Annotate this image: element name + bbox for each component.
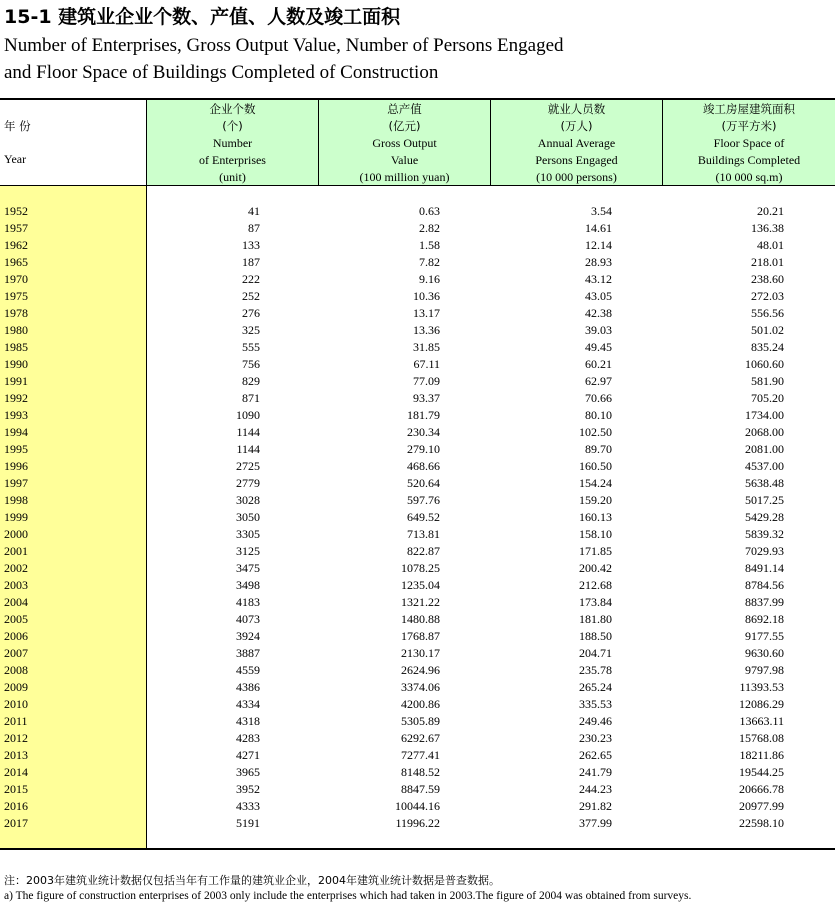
cell-floor-space: 501.02 <box>751 323 784 337</box>
cell-enterprises: 4334 <box>236 697 260 711</box>
cell-output: 468.66 <box>407 459 440 473</box>
cell-floor-space: 5017.25 <box>745 493 784 507</box>
table-row <box>0 543 835 560</box>
cell-enterprises: 4333 <box>236 799 260 813</box>
cell-output: 93.37 <box>413 391 440 405</box>
cell-floor-space: 5638.48 <box>745 476 784 490</box>
cell-persons: 200.42 <box>579 561 612 575</box>
table-row <box>0 577 835 594</box>
cell-persons: 12.14 <box>585 238 612 252</box>
cell-year: 2010 <box>4 697 28 711</box>
cell-persons: 43.05 <box>585 289 612 303</box>
table-row <box>0 679 835 696</box>
cell-floor-space: 705.20 <box>751 391 784 405</box>
cell-persons: 160.13 <box>579 510 612 524</box>
table-row <box>0 237 835 254</box>
cell-floor-space: 9630.60 <box>745 646 784 660</box>
cell-enterprises: 1090 <box>236 408 260 422</box>
cell-output: 7.82 <box>419 255 440 269</box>
cell-enterprises: 252 <box>242 289 260 303</box>
cell-floor-space: 12086.29 <box>739 697 784 711</box>
cell-output: 10.36 <box>413 289 440 303</box>
cell-year: 1996 <box>4 459 28 473</box>
table-row <box>0 696 835 713</box>
header-persons-en2: Persons Engaged <box>535 153 618 167</box>
table-row <box>0 356 835 373</box>
cell-floor-space: 20666.78 <box>739 782 784 796</box>
table-row <box>0 288 835 305</box>
cell-year: 1995 <box>4 442 28 456</box>
cell-floor-space: 8491.14 <box>745 561 784 575</box>
cell-persons: 14.61 <box>585 221 612 235</box>
cell-persons: 249.46 <box>579 714 612 728</box>
cell-floor-space: 7029.93 <box>745 544 784 558</box>
cell-persons: 62.97 <box>585 374 612 388</box>
cell-floor-space: 8692.18 <box>745 612 784 626</box>
cell-year: 1993 <box>4 408 28 422</box>
cell-year: 1975 <box>4 289 28 303</box>
cell-enterprises: 3965 <box>236 765 260 779</box>
cell-output: 31.85 <box>413 340 440 354</box>
cell-persons: 158.10 <box>579 527 612 541</box>
cell-floor-space: 20.21 <box>757 204 784 218</box>
cell-floor-space: 1734.00 <box>745 408 784 422</box>
header-output-en2: Value <box>390 153 419 167</box>
table-row <box>0 373 835 390</box>
table-row <box>0 781 835 798</box>
cell-persons: 235.78 <box>579 663 612 677</box>
header-enterprises-unit-en: (unit) <box>219 170 246 184</box>
cell-floor-space: 835.24 <box>751 340 784 354</box>
cell-output: 649.52 <box>407 510 440 524</box>
table-row <box>0 713 835 730</box>
cell-floor-space: 19544.25 <box>739 765 784 779</box>
table-row <box>0 662 835 679</box>
header-floor-unit-cn: (万平方米) <box>721 119 777 133</box>
header-persons-unit-en: (10 000 persons) <box>536 170 617 184</box>
cell-floor-space: 8837.99 <box>745 595 784 609</box>
header-output-cn: 总产值 <box>387 102 422 116</box>
cell-persons: 265.24 <box>579 680 612 694</box>
cell-enterprises: 41 <box>248 204 260 218</box>
cell-enterprises: 4386 <box>236 680 260 694</box>
cell-persons: 80.10 <box>585 408 612 422</box>
cell-floor-space: 1060.60 <box>745 357 784 371</box>
cell-output: 8847.59 <box>401 782 440 796</box>
cell-year: 2003 <box>4 578 28 592</box>
cell-year: 1998 <box>4 493 28 507</box>
cell-enterprises: 87 <box>248 221 260 235</box>
table-row <box>0 611 835 628</box>
cell-enterprises: 3028 <box>236 493 260 507</box>
table-row <box>0 815 835 832</box>
cell-year: 1978 <box>4 306 28 320</box>
header-persons-unit-cn: (万人) <box>560 119 593 133</box>
cell-persons: 102.50 <box>579 425 612 439</box>
header-floor-en1: Floor Space of <box>713 136 785 150</box>
cell-enterprises: 3924 <box>236 629 260 643</box>
table-row <box>0 271 835 288</box>
cell-persons: 335.53 <box>579 697 612 711</box>
cell-output: 597.76 <box>407 493 440 507</box>
header-year-cn: 年 份 <box>4 119 31 133</box>
cell-year: 1999 <box>4 510 28 524</box>
header-floor-space <box>663 100 835 185</box>
table-bottom-rule <box>0 848 835 850</box>
cell-year: 2007 <box>4 646 28 660</box>
cell-year: 1952 <box>4 204 28 218</box>
cell-persons: 171.85 <box>579 544 612 558</box>
cell-output: 181.79 <box>407 408 440 422</box>
cell-year: 2000 <box>4 527 28 541</box>
cell-output: 822.87 <box>407 544 440 558</box>
header-enterprises-unit-cn: (个) <box>222 119 243 133</box>
cell-persons: 70.66 <box>585 391 612 405</box>
cell-enterprises: 4283 <box>236 731 260 745</box>
cell-enterprises: 871 <box>242 391 260 405</box>
cell-year: 2016 <box>4 799 28 813</box>
cell-floor-space: 556.56 <box>751 306 784 320</box>
cell-enterprises: 4559 <box>236 663 260 677</box>
cell-output: 1321.22 <box>401 595 440 609</box>
cell-year: 1965 <box>4 255 28 269</box>
cell-year: 2012 <box>4 731 28 745</box>
table-body <box>0 203 835 832</box>
header-floor-cn: 竣工房屋建筑面积 <box>703 102 795 116</box>
cell-floor-space: 218.01 <box>751 255 784 269</box>
cell-year: 1957 <box>4 221 28 235</box>
cell-output: 7277.41 <box>401 748 440 762</box>
cell-enterprises: 3475 <box>236 561 260 575</box>
cell-output: 13.36 <box>413 323 440 337</box>
cell-enterprises: 276 <box>242 306 260 320</box>
table-row <box>0 203 835 220</box>
cell-year: 2004 <box>4 595 28 609</box>
cell-output: 5305.89 <box>401 714 440 728</box>
title-english-line-1: Number of Enterprises, Gross Output Value, Number of Persons Engaged <box>4 35 564 56</box>
cell-floor-space: 8784.56 <box>745 578 784 592</box>
cell-persons: 230.23 <box>579 731 612 745</box>
cell-year: 1992 <box>4 391 28 405</box>
cell-output: 520.64 <box>407 476 440 490</box>
header-floor-en2: Buildings Completed <box>697 153 801 167</box>
header-persons <box>491 100 662 185</box>
cell-year: 2011 <box>4 714 28 728</box>
cell-year: 1970 <box>4 272 28 286</box>
cell-output: 279.10 <box>407 442 440 456</box>
cell-output: 10044.16 <box>395 799 440 813</box>
cell-persons: 159.20 <box>579 493 612 507</box>
table-row <box>0 220 835 237</box>
cell-floor-space: 22598.10 <box>739 816 784 830</box>
title-english-line-2: and Floor Space of Buildings Completed of Construction <box>4 62 439 83</box>
cell-enterprises: 2779 <box>236 476 260 490</box>
cell-floor-space: 4537.00 <box>745 459 784 473</box>
cell-persons: 244.23 <box>579 782 612 796</box>
cell-output: 2.82 <box>419 221 440 235</box>
cell-output: 1480.88 <box>401 612 440 626</box>
header-enterprises-en1: Number <box>212 136 253 150</box>
table-row <box>0 458 835 475</box>
table-row <box>0 390 835 407</box>
cell-output: 1768.87 <box>401 629 440 643</box>
cell-output: 6292.67 <box>401 731 440 745</box>
header-floor-unit-en: (10 000 sq.m) <box>715 170 783 184</box>
header-output-unit-cn: (亿元) <box>388 119 421 133</box>
cell-floor-space: 2068.00 <box>745 425 784 439</box>
cell-enterprises: 3125 <box>236 544 260 558</box>
cell-enterprises: 4183 <box>236 595 260 609</box>
cell-output: 1.58 <box>419 238 440 252</box>
table-row <box>0 509 835 526</box>
cell-enterprises: 4073 <box>236 612 260 626</box>
cell-enterprises: 1144 <box>236 425 260 439</box>
cell-enterprises: 325 <box>242 323 260 337</box>
cell-persons: 42.38 <box>585 306 612 320</box>
cell-output: 230.34 <box>407 425 440 439</box>
cell-year: 2015 <box>4 782 28 796</box>
cell-floor-space: 13663.11 <box>739 714 784 728</box>
table-row <box>0 475 835 492</box>
table-row <box>0 730 835 747</box>
cell-output: 1078.25 <box>401 561 440 575</box>
cell-persons: 377.99 <box>579 816 612 830</box>
cell-floor-space: 9797.98 <box>745 663 784 677</box>
cell-output: 713.81 <box>407 527 440 541</box>
header-enterprises <box>147 100 318 185</box>
cell-enterprises: 187 <box>242 255 260 269</box>
cell-enterprises: 555 <box>242 340 260 354</box>
cell-enterprises: 1144 <box>236 442 260 456</box>
cell-enterprises: 133 <box>242 238 260 252</box>
cell-floor-space: 20977.99 <box>739 799 784 813</box>
table-row <box>0 254 835 271</box>
cell-output: 8148.52 <box>401 765 440 779</box>
cell-year: 2009 <box>4 680 28 694</box>
cell-output: 2624.96 <box>401 663 440 677</box>
table-row <box>0 339 835 356</box>
table-row <box>0 645 835 662</box>
cell-enterprises: 3952 <box>236 782 260 796</box>
table-row <box>0 560 835 577</box>
cell-year: 2002 <box>4 561 28 575</box>
cell-persons: 89.70 <box>585 442 612 456</box>
cell-year: 2014 <box>4 765 28 779</box>
footnote-chinese: 注：2003年建筑业统计数据仅包括当年有工作量的建筑业企业，2004年建筑业统计数据是普查数据。 <box>4 874 500 887</box>
cell-persons: 241.79 <box>579 765 612 779</box>
table-title <box>4 4 824 86</box>
header-output <box>319 100 490 185</box>
cell-persons: 39.03 <box>585 323 612 337</box>
cell-enterprises: 5191 <box>236 816 260 830</box>
header-year-en: Year <box>4 152 27 166</box>
cell-persons: 28.93 <box>585 255 612 269</box>
cell-year: 1997 <box>4 476 28 490</box>
cell-floor-space: 18211.86 <box>739 748 784 762</box>
table-row <box>0 305 835 322</box>
cell-persons: 43.12 <box>585 272 612 286</box>
cell-persons: 49.45 <box>585 340 612 354</box>
cell-year: 2013 <box>4 748 28 762</box>
cell-enterprises: 4318 <box>236 714 260 728</box>
header-output-en1: Gross Output <box>372 136 437 150</box>
cell-floor-space: 238.60 <box>751 272 784 286</box>
cell-floor-space: 2081.00 <box>745 442 784 456</box>
table-row <box>0 628 835 645</box>
cell-floor-space: 11393.53 <box>739 680 784 694</box>
header-persons-en1: Annual Average <box>537 136 616 150</box>
cell-enterprises: 3498 <box>236 578 260 592</box>
footnote-english: a) The figure of construction enterprises of 2003 only include the enterprises which had taken in 2003.The figure of 2004 was obtained from surveys. <box>4 890 692 902</box>
header-enterprises-en2: of Enterprises <box>199 153 266 167</box>
cell-output: 67.11 <box>413 357 440 371</box>
header-output-unit-en: (100 million yuan) <box>359 170 450 184</box>
table-row <box>0 594 835 611</box>
cell-persons: 160.50 <box>579 459 612 473</box>
cell-persons: 204.71 <box>579 646 612 660</box>
cell-output: 9.16 <box>419 272 440 286</box>
cell-enterprises: 756 <box>242 357 260 371</box>
cell-output: 2130.17 <box>401 646 440 660</box>
cell-year: 1991 <box>4 374 28 388</box>
header-persons-cn: 就业人员数 <box>547 102 606 116</box>
cell-floor-space: 48.01 <box>757 238 784 252</box>
table-row <box>0 407 835 424</box>
title-chinese: 15-1 建筑业企业个数、产值、人数及竣工面积 <box>4 6 401 28</box>
cell-enterprises: 3887 <box>236 646 260 660</box>
cell-persons: 262.65 <box>579 748 612 762</box>
cell-year: 2005 <box>4 612 28 626</box>
cell-year: 1980 <box>4 323 28 337</box>
table-row <box>0 526 835 543</box>
cell-output: 11996.22 <box>395 816 440 830</box>
cell-floor-space: 136.38 <box>751 221 784 235</box>
cell-floor-space: 5839.32 <box>745 527 784 541</box>
cell-floor-space: 581.90 <box>751 374 784 388</box>
cell-enterprises: 829 <box>242 374 260 388</box>
cell-floor-space: 9177.55 <box>745 629 784 643</box>
cell-floor-space: 5429.28 <box>745 510 784 524</box>
cell-year: 2006 <box>4 629 28 643</box>
header-enterprises-cn: 企业个数 <box>209 102 256 116</box>
cell-enterprises: 222 <box>242 272 260 286</box>
cell-output: 3374.06 <box>401 680 440 694</box>
cell-year: 1985 <box>4 340 28 354</box>
cell-output: 13.17 <box>413 306 440 320</box>
cell-output: 0.63 <box>419 204 440 218</box>
cell-persons: 173.84 <box>579 595 612 609</box>
cell-year: 1962 <box>4 238 28 252</box>
cell-floor-space: 272.03 <box>751 289 784 303</box>
cell-persons: 212.68 <box>579 578 612 592</box>
cell-floor-space: 15768.08 <box>739 731 784 745</box>
cell-year: 2017 <box>4 816 28 830</box>
cell-enterprises: 2725 <box>236 459 260 473</box>
cell-persons: 291.82 <box>579 799 612 813</box>
table-row <box>0 747 835 764</box>
table-row <box>0 424 835 441</box>
cell-persons: 188.50 <box>579 629 612 643</box>
cell-output: 77.09 <box>413 374 440 388</box>
table-row <box>0 764 835 781</box>
table-row <box>0 441 835 458</box>
cell-year: 1990 <box>4 357 28 371</box>
cell-persons: 3.54 <box>591 204 612 218</box>
cell-persons: 60.21 <box>585 357 612 371</box>
table-row <box>0 798 835 815</box>
cell-persons: 181.80 <box>579 612 612 626</box>
cell-year: 2001 <box>4 544 28 558</box>
table-row <box>0 322 835 339</box>
cell-output: 1235.04 <box>401 578 440 592</box>
cell-output: 4200.86 <box>401 697 440 711</box>
cell-enterprises: 3305 <box>236 527 260 541</box>
cell-enterprises: 4271 <box>236 748 260 762</box>
cell-enterprises: 3050 <box>236 510 260 524</box>
cell-year: 1994 <box>4 425 28 439</box>
table-row <box>0 492 835 509</box>
cell-year: 2008 <box>4 663 28 677</box>
cell-persons: 154.24 <box>579 476 612 490</box>
